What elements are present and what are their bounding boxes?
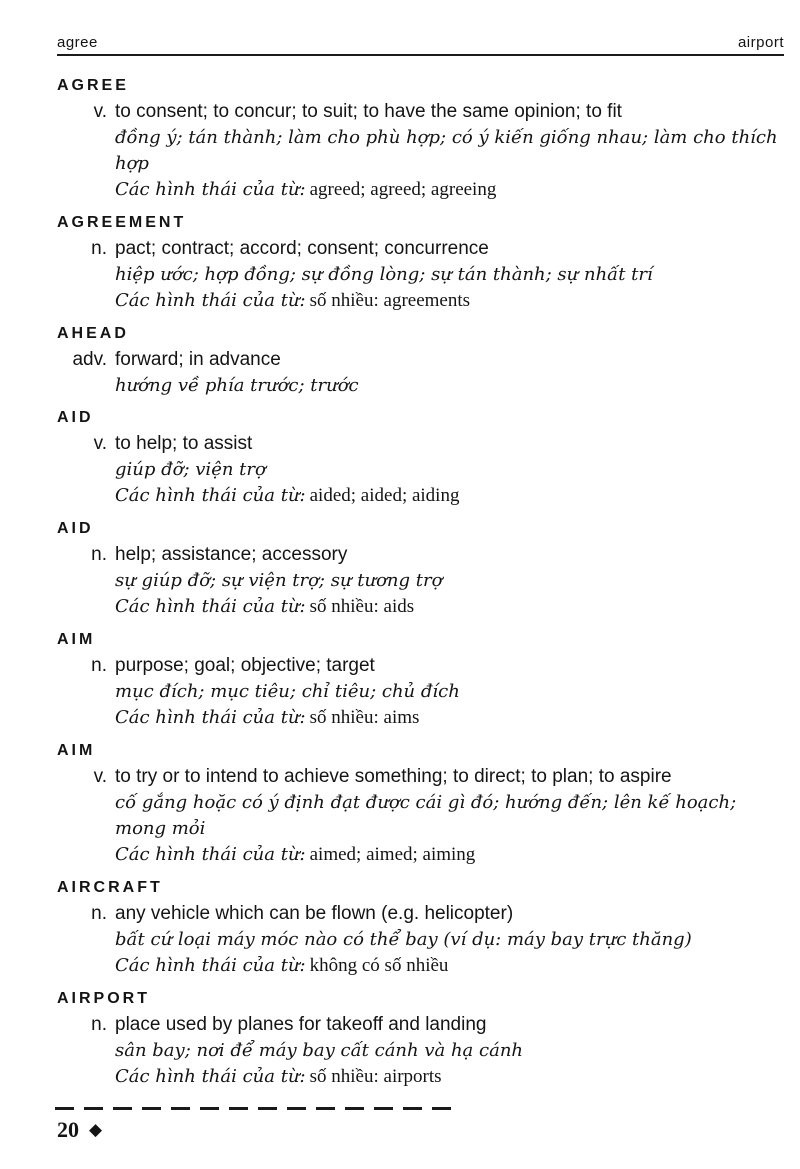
definition-text: forward; in advance [115, 349, 281, 370]
forms-text: số nhiều: aims [309, 707, 420, 728]
forms-text: không có số nhiều [309, 955, 449, 976]
pos-label: v. [93, 101, 107, 122]
definition-line [57, 653, 784, 679]
forms-label: Các hình thái của từ: [115, 844, 306, 865]
page-footer [57, 1107, 784, 1143]
vietnamese-text: sự giúp đỡ; sự viện trợ; sự tương trợ [115, 570, 443, 591]
definition-line [57, 1012, 784, 1038]
entry-list [57, 56, 784, 1091]
headword: AID [57, 520, 94, 537]
running-head-right: airport [737, 34, 784, 51]
headword: AIRPORT [57, 990, 150, 1007]
forms-text: số nhiều: airports [309, 1066, 442, 1087]
definition-line [57, 99, 784, 125]
definition-text: pact; contract; accord; consent; concurrence [115, 238, 489, 259]
forms-text: aided; aided; aiding [309, 485, 460, 506]
headword: AGREEMENT [57, 214, 187, 231]
definition-line [57, 901, 784, 927]
forms-text: số nhiều: agreements [309, 290, 471, 311]
definition-line [57, 764, 784, 790]
headword: AID [57, 409, 94, 426]
forms-line [115, 705, 784, 732]
entry-aim-noun [57, 626, 784, 732]
forms-label: Các hình thái của từ: [115, 290, 306, 311]
definition-text: place used by planes for takeoff and landing [115, 1014, 487, 1035]
page-number: 20 [57, 1117, 79, 1142]
pos-label: n. [91, 903, 107, 924]
forms-label: Các hình thái của từ: [115, 485, 306, 506]
definition-text: help; assistance; accessory [115, 544, 348, 565]
vietnamese-text: sân bay; nơi để máy bay cất cánh và hạ cánh [115, 1040, 524, 1061]
forms-label: Các hình thái của từ: [115, 179, 306, 200]
diamond-icon: ◆ [89, 1120, 103, 1139]
forms-line [115, 1064, 784, 1091]
vietnamese-text: đồng ý; tán thành; làm cho phù hợp; có ý kiến giống nhau; làm cho thích hợp [115, 127, 778, 174]
forms-line [115, 288, 784, 315]
forms-line [115, 483, 784, 510]
vietnamese-text: hiệp ước; hợp đồng; sự đồng lòng; sự tán thành; sự nhất trí [115, 264, 653, 285]
forms-label: Các hình thái của từ: [115, 596, 306, 617]
pos-label: n. [91, 655, 107, 676]
forms-line [115, 953, 784, 980]
headword: AHEAD [57, 325, 129, 342]
dashed-divider [55, 1107, 455, 1110]
vietnamese-text: bất cứ loại máy móc nào có thể bay (ví dụ: máy bay trực thăng) [115, 929, 692, 950]
pos-label: n. [91, 238, 107, 259]
running-head [57, 34, 784, 56]
forms-label: Các hình thái của từ: [115, 1066, 306, 1087]
entry-aid-verb [57, 404, 784, 510]
entry-agreement [57, 209, 784, 315]
vietnamese-text: giúp đỡ; viện trợ [115, 459, 266, 480]
forms-line [115, 177, 784, 204]
headword: AIM [57, 742, 96, 759]
definition-text: to try or to intend to achieve something; to direct; to plan; to aspire [115, 766, 672, 787]
pos-label: adv. [72, 349, 107, 370]
definition-line [57, 347, 784, 373]
forms-text: số nhiều: aids [309, 596, 415, 617]
definition-text: to help; to assist [115, 433, 253, 454]
definition-text: to consent; to concur; to suit; to have the same opinion; to fit [115, 101, 622, 122]
definition-line [57, 542, 784, 568]
definition-text: any vehicle which can be flown (e.g. helicopter) [115, 903, 514, 924]
vietnamese-text: mục đích; mục tiêu; chỉ tiêu; chủ đích [115, 681, 460, 702]
forms-text: agreed; agreed; agreeing [309, 179, 497, 200]
pos-label: v. [93, 766, 107, 787]
vietnamese-text: cố gắng hoặc có ý định đạt được cái gì đó; hướng đến; lên kế hoạch; mong mỏi [115, 792, 737, 839]
definition-line [57, 431, 784, 457]
pos-label: v. [93, 433, 107, 454]
definition-line [57, 236, 784, 262]
entry-airport [57, 985, 784, 1091]
entry-agree [57, 72, 784, 204]
forms-label: Các hình thái của từ: [115, 955, 306, 976]
definition-text: purpose; goal; objective; target [115, 655, 375, 676]
headword: AIRCRAFT [57, 879, 163, 896]
headword: AIM [57, 631, 96, 648]
forms-text: aimed; aimed; aiming [309, 844, 476, 865]
entry-aid-noun [57, 515, 784, 621]
entry-aim-verb [57, 737, 784, 869]
forms-label: Các hình thái của từ: [115, 707, 306, 728]
forms-line [115, 842, 784, 869]
headword: AGREE [57, 77, 129, 94]
pos-label: n. [91, 544, 107, 565]
entry-aircraft [57, 874, 784, 980]
forms-line [115, 594, 784, 621]
entry-ahead [57, 320, 784, 399]
pos-label: n. [91, 1014, 107, 1035]
vietnamese-text: hướng về phía trước; trước [115, 375, 359, 396]
running-head-left: agree [57, 34, 98, 51]
